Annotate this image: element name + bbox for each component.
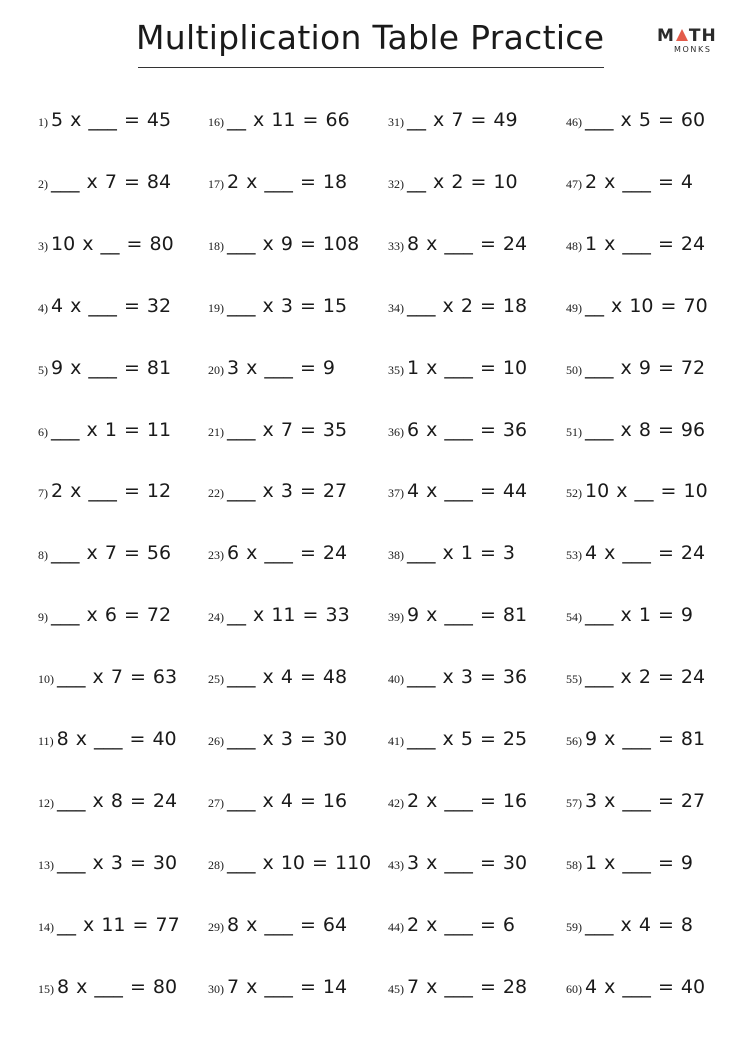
problem-number: 58 ) (566, 858, 582, 872)
problem-number: 50 ) (566, 363, 582, 377)
problem-number: 52 ) (566, 486, 582, 500)
problem-expression: ___ x 7 = 63 (57, 666, 178, 689)
problem-number: 16 ) (208, 115, 224, 129)
problem-expression: ___ x 8 = 24 (57, 789, 178, 812)
problem-item (208, 232, 360, 255)
problem-item (208, 851, 372, 874)
problem-number: 12 ) (38, 796, 54, 810)
problem-number: 41 ) (388, 734, 404, 748)
problem-item (208, 356, 335, 379)
problem-item (208, 913, 348, 936)
problem-item (38, 730, 177, 749)
problem-item (208, 544, 347, 563)
problem-item (38, 975, 178, 998)
problem-number: 51 ) (566, 425, 582, 439)
problem-number: 36 ) (388, 425, 404, 439)
problem-item (566, 668, 705, 687)
problem-item (38, 294, 172, 317)
problem-expression: 8 x ___ = 24 (407, 232, 528, 255)
problem-number: 10 ) (38, 672, 54, 686)
problem-number: 47 ) (566, 177, 582, 191)
problem-item (208, 418, 348, 441)
problem-item (208, 482, 347, 501)
problem-item (566, 418, 706, 441)
problem-item (566, 606, 693, 625)
problem-number: 42 ) (388, 796, 404, 810)
problem-number: 43 ) (388, 858, 404, 872)
problem-number: 38 ) (388, 548, 404, 562)
problem-expression: 2 x ___ = 12 (51, 480, 172, 503)
problem-expression: ___ x 10 = 110 (227, 851, 372, 874)
math-monks-logo (657, 26, 719, 60)
problem-item (38, 544, 171, 563)
problem-number: 8 ) (38, 548, 48, 562)
problem-expression: ___ x 8 = 96 (585, 418, 706, 441)
problem-item (208, 606, 350, 625)
problem-number: 3 ) (38, 239, 48, 253)
problem-number: 54 ) (566, 610, 582, 624)
problem-number: 31 ) (388, 115, 404, 129)
problem-expression: 1 x ___ = 24 (585, 232, 706, 255)
problem-number: 45 ) (388, 982, 404, 996)
problem-item (388, 418, 528, 441)
problem-expression: 4 x ___ = 24 (585, 542, 706, 565)
problem-item (566, 294, 708, 317)
problem-item (388, 111, 518, 130)
problem-expression: 3 x ___ = 27 (585, 789, 706, 812)
problem-number: 13 ) (38, 858, 54, 872)
problem-expression: 10 x __ = 10 (585, 480, 708, 503)
problem-number: 14 ) (38, 920, 54, 934)
problem-expression: ___ x 4 = 8 (585, 913, 693, 936)
problem-expression: 7 x ___ = 14 (227, 975, 348, 998)
problem-number: 26 ) (208, 734, 224, 748)
problem-expression: 6 x ___ = 24 (227, 542, 348, 565)
problem-item (388, 851, 528, 874)
problem-item (566, 730, 705, 749)
problem-expression: 2 x ___ = 4 (585, 170, 693, 193)
problem-number: 20 ) (208, 363, 224, 377)
problem-item (208, 111, 350, 130)
problem-number: 25 ) (208, 672, 224, 686)
problem-expression: ___ x 4 = 16 (227, 789, 348, 812)
problem-item (388, 482, 527, 501)
problem-expression: 9 x ___ = 81 (585, 728, 706, 750)
problem-expression: ___ x 9 = 72 (585, 356, 706, 379)
problem-number: 44 ) (388, 920, 404, 934)
problem-number: 21 ) (208, 425, 224, 439)
problem-expression: ___ x 7 = 84 (51, 170, 172, 193)
problem-item (566, 789, 706, 812)
problem-number: 55 ) (566, 672, 582, 686)
problem-number: 17 ) (208, 177, 224, 191)
problem-item (38, 606, 171, 625)
problem-expression: 9 x ___ = 81 (407, 604, 528, 627)
problem-item (566, 975, 706, 998)
problem-item (388, 232, 528, 255)
title-underline (138, 67, 604, 68)
problem-item (38, 913, 180, 936)
problem-item (388, 730, 527, 749)
logo-letters-th: TH (688, 26, 717, 46)
problem-item (38, 418, 172, 441)
problem-item (38, 482, 171, 501)
logo-subtitle: MONKS (674, 45, 712, 54)
problem-item (388, 975, 528, 998)
problem-number: 40 ) (388, 672, 404, 686)
problem-item (566, 544, 705, 563)
problem-expression: ___ x 2 = 18 (407, 294, 528, 317)
problem-expression: ___ x 3 = 15 (227, 294, 348, 317)
problem-expression: ___ x 7 = 56 (51, 542, 172, 565)
problem-number: 33 ) (388, 239, 404, 253)
problem-item (208, 170, 348, 193)
problem-item (566, 111, 705, 130)
problem-expression: 2 x ___ = 6 (407, 913, 515, 936)
problem-number: 46 ) (566, 115, 582, 129)
problem-number: 1 ) (38, 115, 48, 129)
problem-item (208, 668, 347, 687)
problem-item (388, 356, 528, 379)
problem-expression: 8 x ___ = 80 (57, 975, 178, 998)
problem-expression: ___ x 3 = 36 (407, 666, 528, 689)
problem-expression: __ x 7 = 49 (407, 109, 518, 131)
problem-expression: ___ x 3 = 30 (57, 851, 178, 874)
problem-item (388, 789, 528, 812)
problem-item (388, 606, 527, 625)
problem-expression: ___ x 3 = 27 (227, 480, 348, 503)
problem-number: 56 ) (566, 734, 582, 748)
problem-number: 9 ) (38, 610, 48, 624)
problem-number: 30 ) (208, 982, 224, 996)
problem-expression: ___ x 1 = 11 (51, 418, 172, 441)
problem-item (566, 356, 706, 379)
problem-item (38, 668, 177, 687)
problem-number: 32 ) (388, 177, 404, 191)
problem-item (388, 170, 518, 193)
problem-expression: ___ x 6 = 72 (51, 604, 172, 627)
problem-expression: 1 x ___ = 9 (585, 851, 693, 874)
problem-item (566, 913, 693, 936)
problem-number: 29 ) (208, 920, 224, 934)
problem-expression: 8 x ___ = 40 (56, 728, 177, 750)
problem-number: 19 ) (208, 301, 224, 315)
problem-expression: ___ x 5 = 25 (407, 728, 528, 750)
problem-expression: ___ x 1 = 3 (407, 542, 515, 565)
problem-expression: 3 x ___ = 9 (227, 356, 335, 379)
problem-item (388, 668, 527, 687)
problem-number: 22 ) (208, 486, 224, 500)
problem-number: 35 ) (388, 363, 404, 377)
problem-expression: 9 x ___ = 81 (51, 356, 172, 379)
problem-item (388, 913, 515, 936)
problem-number: 2 ) (38, 177, 48, 191)
problem-expression: 5 x ___ = 45 (51, 109, 172, 131)
problem-number: 59 ) (566, 920, 582, 934)
problem-expression: 1 x ___ = 10 (407, 356, 528, 379)
problem-number: 6 ) (38, 425, 48, 439)
problem-number: 7 ) (38, 486, 48, 500)
problem-number: 24 ) (208, 610, 224, 624)
problem-number: 18 ) (208, 239, 224, 253)
problem-item (388, 544, 515, 563)
problem-number: 49 ) (566, 301, 582, 315)
problem-number: 4 ) (38, 301, 48, 315)
page-title: Multiplication Table Practice (136, 18, 605, 57)
problem-number: 28 ) (208, 858, 224, 872)
problem-number: 57 ) (566, 796, 582, 810)
problem-expression: 3 x ___ = 30 (407, 851, 528, 874)
problem-number: 15 ) (38, 982, 54, 996)
problem-expression: ___ x 3 = 30 (227, 728, 348, 750)
triangle-icon (676, 29, 688, 41)
problem-item (38, 111, 171, 130)
problem-expression: ___ x 9 = 108 (227, 232, 360, 255)
problem-expression: 6 x ___ = 36 (407, 418, 528, 441)
problem-expression: 8 x ___ = 64 (227, 913, 348, 936)
problem-expression: ___ x 1 = 9 (585, 604, 693, 627)
problem-expression: __ x 2 = 10 (407, 170, 518, 193)
problem-item (38, 356, 172, 379)
problem-expression: __ x 10 = 70 (585, 294, 708, 317)
problem-number: 23 ) (208, 548, 224, 562)
problem-expression: ___ x 4 = 48 (227, 666, 348, 689)
problem-expression: 10 x __ = 80 (51, 232, 174, 255)
problem-expression: 2 x ___ = 18 (227, 170, 348, 193)
problem-expression: ___ x 5 = 60 (585, 109, 706, 131)
problem-number: 48 ) (566, 239, 582, 253)
problem-number: 11 ) (38, 734, 54, 748)
problem-number: 34 ) (388, 301, 404, 315)
problem-item (566, 851, 693, 874)
problem-item (208, 975, 348, 998)
problem-item (38, 170, 172, 193)
problem-item (38, 232, 174, 255)
logo-wordmark (657, 26, 717, 46)
problem-expression: ___ x 2 = 24 (585, 666, 706, 689)
problem-item (208, 789, 348, 812)
problem-expression: 4 x ___ = 32 (51, 294, 172, 317)
problem-expression: __ x 11 = 66 (227, 109, 350, 131)
problem-item (566, 170, 693, 193)
problem-number: 60 ) (566, 982, 582, 996)
problem-expression: __ x 11 = 77 (57, 913, 180, 936)
problem-item (566, 232, 706, 255)
logo-letter-m: M (657, 26, 675, 46)
problem-expression: 4 x ___ = 40 (585, 975, 706, 998)
problem-number: 27 ) (208, 796, 224, 810)
problem-expression: 2 x ___ = 16 (407, 789, 528, 812)
problem-item (38, 789, 178, 812)
problem-number: 5 ) (38, 363, 48, 377)
problem-item (208, 294, 348, 317)
problem-item (38, 851, 178, 874)
problem-number: 37 ) (388, 486, 404, 500)
problem-expression: 7 x ___ = 28 (407, 975, 528, 998)
problem-item (388, 294, 528, 317)
problem-item (208, 730, 347, 749)
problem-expression: ___ x 7 = 35 (227, 418, 348, 441)
problem-expression: 4 x ___ = 44 (407, 480, 528, 503)
problem-expression: __ x 11 = 33 (227, 604, 350, 627)
problem-number: 53 ) (566, 548, 582, 562)
problem-number: 39 ) (388, 610, 404, 624)
problem-item (566, 482, 708, 501)
